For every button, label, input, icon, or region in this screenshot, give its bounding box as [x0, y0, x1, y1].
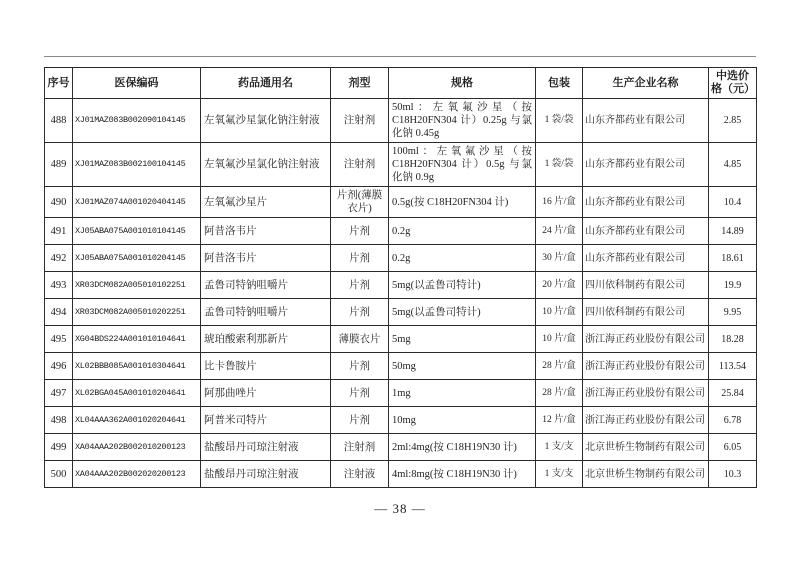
- cell-name: 孟鲁司特钠咀嚼片: [201, 272, 331, 299]
- cell-price: 14.89: [709, 218, 757, 245]
- cell-pack: 20 片/盒: [536, 272, 583, 299]
- column-header-index: 序号: [45, 68, 73, 99]
- cell-code: XJ05ABA075A001010204145: [73, 245, 201, 272]
- cell-manufacturer: 北京世桥生物制药有限公司: [583, 434, 709, 461]
- cell-pack: 1 袋/袋: [536, 143, 583, 187]
- table-row: [45, 380, 757, 407]
- cell-form: 薄膜衣片: [331, 326, 389, 353]
- cell-pack: 10 片/盒: [536, 326, 583, 353]
- column-header-manufacturer: 生产企业名称: [583, 68, 709, 99]
- cell-manufacturer: 浙江海正药业股份有限公司: [583, 380, 709, 407]
- cell-price: 19.9: [709, 272, 757, 299]
- cell-code: XA04AAA202B002020200123: [73, 461, 201, 488]
- cell-name: 左氧氟沙星氯化钠注射液: [201, 99, 331, 143]
- cell-code: XG04BDS224A001010104641: [73, 326, 201, 353]
- table-row: [45, 407, 757, 434]
- cell-price: 4.85: [709, 143, 757, 187]
- column-header-form: 剂型: [331, 68, 389, 99]
- cell-manufacturer: 北京世桥生物制药有限公司: [583, 461, 709, 488]
- cell-form: 片剂: [331, 245, 389, 272]
- cell-code: XL02BGA045A001010204641: [73, 380, 201, 407]
- cell-pack: 10 片/盒: [536, 299, 583, 326]
- cell-code: XJ05ABA075A001010104145: [73, 218, 201, 245]
- drug-price-table: [44, 67, 757, 488]
- cell-index: 488: [45, 99, 73, 143]
- cell-code: XJ01MAZ074A001020404145: [73, 187, 201, 218]
- cell-spec: 10mg: [389, 407, 536, 434]
- cell-price: 10.3: [709, 461, 757, 488]
- cell-index: 493: [45, 272, 73, 299]
- cell-price: 18.61: [709, 245, 757, 272]
- cell-pack: 30 片/盒: [536, 245, 583, 272]
- column-header-spec: 规格: [389, 68, 536, 99]
- cell-spec: 5mg: [389, 326, 536, 353]
- page-footer: — 38 —: [374, 501, 426, 516]
- cell-price: 6.05: [709, 434, 757, 461]
- cell-form: 片剂: [331, 407, 389, 434]
- cell-index: 497: [45, 380, 73, 407]
- column-header-code: 医保编码: [73, 68, 201, 99]
- cell-pack: 1 支/支: [536, 461, 583, 488]
- cell-pack: 12 片/盒: [536, 407, 583, 434]
- cell-form: 片剂(薄膜衣片): [331, 187, 389, 218]
- cell-index: 489: [45, 143, 73, 187]
- cell-name: 阿昔洛韦片: [201, 218, 331, 245]
- cell-price: 10.4: [709, 187, 757, 218]
- cell-price: 9.95: [709, 299, 757, 326]
- cell-price: 2.85: [709, 99, 757, 143]
- cell-form: 片剂: [331, 380, 389, 407]
- cell-price: 25.84: [709, 380, 757, 407]
- cell-price: 6.78: [709, 407, 757, 434]
- cell-spec: 1mg: [389, 380, 536, 407]
- column-header-pack: 包装: [536, 68, 583, 99]
- cell-name: 阿普米司特片: [201, 407, 331, 434]
- cell-index: 494: [45, 299, 73, 326]
- cell-spec: 0.2g: [389, 218, 536, 245]
- cell-code: XJ01MAZ083B002090104145: [73, 99, 201, 143]
- cell-manufacturer: 山东齐都药业有限公司: [583, 143, 709, 187]
- cell-name: 盐酸昂丹司琼注射液: [201, 434, 331, 461]
- cell-index: 496: [45, 353, 73, 380]
- cell-form: 注射剂: [331, 99, 389, 143]
- cell-manufacturer: 浙江海正药业股份有限公司: [583, 326, 709, 353]
- cell-pack: 28 片/盒: [536, 353, 583, 380]
- cell-name: 孟鲁司特钠咀嚼片: [201, 299, 331, 326]
- cell-name: 盐酸昂丹司琼注射液: [201, 461, 331, 488]
- table-body: [45, 99, 757, 488]
- cell-manufacturer: 四川依科制药有限公司: [583, 299, 709, 326]
- cell-form: 片剂: [331, 353, 389, 380]
- cell-manufacturer: 四川依科制药有限公司: [583, 272, 709, 299]
- cell-pack: 1 支/支: [536, 434, 583, 461]
- cell-name: 左氧氟沙星氯化钠注射液: [201, 143, 331, 187]
- cell-spec: 50mg: [389, 353, 536, 380]
- cell-price: 18.28: [709, 326, 757, 353]
- cell-code: XL04AAA362A001020204641: [73, 407, 201, 434]
- cell-form: 片剂: [331, 218, 389, 245]
- cell-manufacturer: 山东齐都药业有限公司: [583, 187, 709, 218]
- cell-index: 495: [45, 326, 73, 353]
- cell-index: 491: [45, 218, 73, 245]
- cell-index: 492: [45, 245, 73, 272]
- cell-index: 499: [45, 434, 73, 461]
- cell-index: 498: [45, 407, 73, 434]
- cell-spec: 50ml：左氧氟沙星（按 C18H20FN304 计）0.25g 与氯化钠 0.45g: [389, 99, 536, 143]
- cell-index: 500: [45, 461, 73, 488]
- cell-name: 阿那曲唑片: [201, 380, 331, 407]
- cell-index: 490: [45, 187, 73, 218]
- cell-code: XA04AAA202B002010200123: [73, 434, 201, 461]
- cell-manufacturer: 浙江海正药业股份有限公司: [583, 353, 709, 380]
- table-row: [45, 143, 757, 187]
- cell-price: 113.54: [709, 353, 757, 380]
- cell-code: XL02BBB085A001010304641: [73, 353, 201, 380]
- table-row: [45, 461, 757, 488]
- column-header-price: 中选价格（元）: [709, 68, 757, 99]
- cell-pack: 16 片/盒: [536, 187, 583, 218]
- cell-form: 注射剂: [331, 143, 389, 187]
- cell-pack: 24 片/盒: [536, 218, 583, 245]
- cell-manufacturer: 山东齐都药业有限公司: [583, 245, 709, 272]
- cell-spec: 2ml:4mg(按 C18H19N30 计): [389, 434, 536, 461]
- cell-pack: 1 袋/袋: [536, 99, 583, 143]
- table-row: [45, 353, 757, 380]
- cell-form: 注射剂: [331, 434, 389, 461]
- table-row: [45, 187, 757, 218]
- cell-code: XR03DCM082A005010202251: [73, 299, 201, 326]
- cell-code: XJ01MAZ083B002100104145: [73, 143, 201, 187]
- table-row: [45, 218, 757, 245]
- cell-spec: 0.5g(按 C18H20FN304 计): [389, 187, 536, 218]
- table-header: [45, 68, 757, 99]
- cell-manufacturer: 山东齐都药业有限公司: [583, 218, 709, 245]
- cell-form: 片剂: [331, 299, 389, 326]
- cell-name: 琥珀酸索利那新片: [201, 326, 331, 353]
- cell-spec: 100ml：左氧氟沙星（按 C18H20FN304 计）0.5g 与氯化钠 0.9g: [389, 143, 536, 187]
- cell-spec: 5mg(以孟鲁司特计): [389, 272, 536, 299]
- cell-name: 比卡鲁胺片: [201, 353, 331, 380]
- cell-pack: 28 片/盒: [536, 380, 583, 407]
- column-header-name: 药品通用名: [201, 68, 331, 99]
- cell-name: 左氧氟沙星片: [201, 187, 331, 218]
- table-row: [45, 326, 757, 353]
- cell-name: 阿昔洛韦片: [201, 245, 331, 272]
- horizontal-rule: [44, 56, 756, 57]
- cell-manufacturer: 山东齐都药业有限公司: [583, 99, 709, 143]
- table-row: [45, 99, 757, 143]
- header-row: [45, 68, 757, 99]
- cell-manufacturer: 浙江海正药业股份有限公司: [583, 407, 709, 434]
- table-row: [45, 434, 757, 461]
- cell-code: XR03DCM082A005010102251: [73, 272, 201, 299]
- table-row: [45, 299, 757, 326]
- cell-spec: 0.2g: [389, 245, 536, 272]
- cell-spec: 4ml:8mg(按 C18H19N30 计): [389, 461, 536, 488]
- table-row: [45, 272, 757, 299]
- cell-form: 片剂: [331, 272, 389, 299]
- table-row: [45, 245, 757, 272]
- cell-form: 注射液: [331, 461, 389, 488]
- cell-spec: 5mg(以孟鲁司特计): [389, 299, 536, 326]
